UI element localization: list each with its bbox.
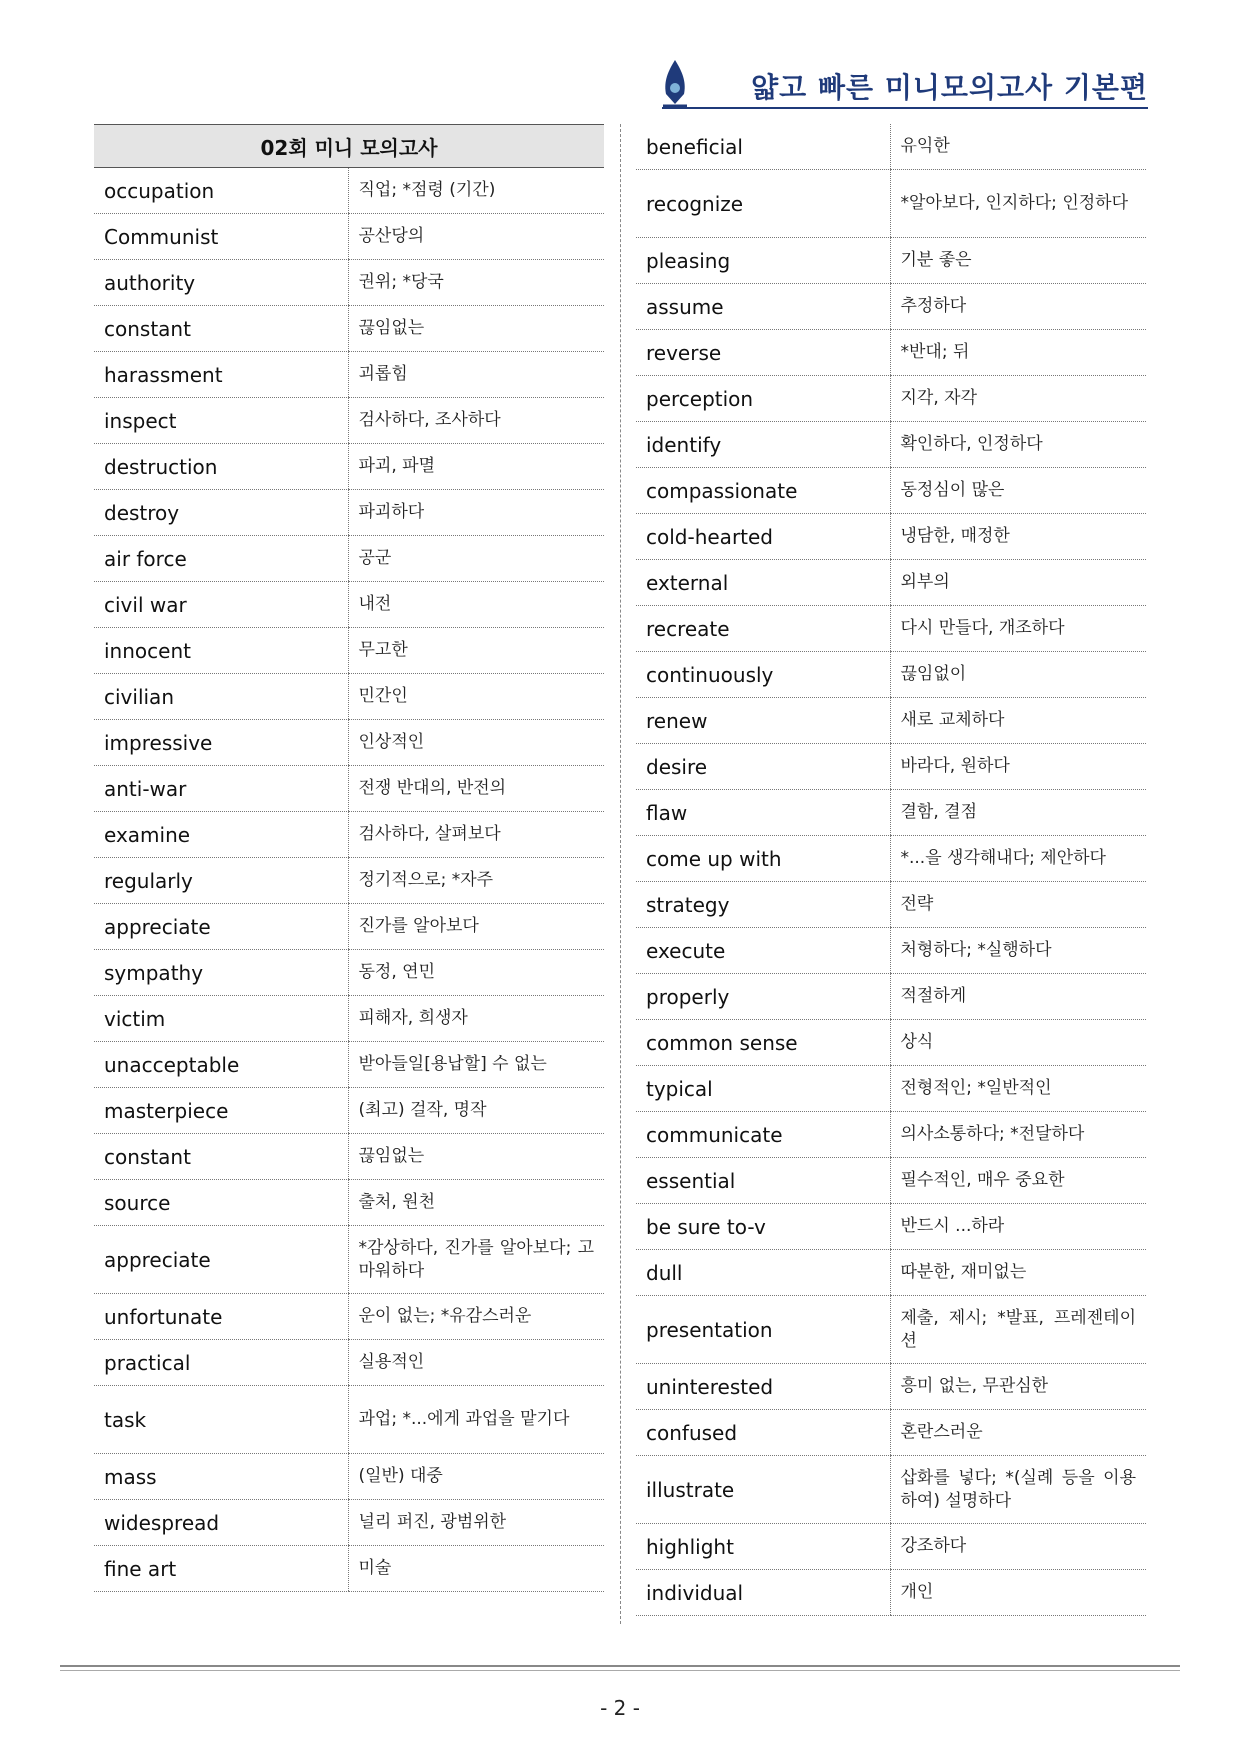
english-word: essential: [636, 1158, 890, 1204]
korean-meaning: 삽화를 넣다; *(실례 등을 이용하여) 설명하다: [890, 1456, 1146, 1524]
korean-meaning: 지각, 자각: [890, 376, 1146, 422]
korean-meaning: 끊임없이: [890, 652, 1146, 698]
korean-meaning: 무고한: [348, 628, 604, 674]
korean-meaning: 검사하다, 살펴보다: [348, 812, 604, 858]
korean-meaning: *...을 생각해내다; 제안하다: [890, 836, 1146, 882]
korean-meaning: 적절하게: [890, 974, 1146, 1020]
korean-meaning: 과업; *...에게 과업을 맡기다: [348, 1386, 604, 1454]
english-word: uninterested: [636, 1364, 890, 1410]
english-word: masterpiece: [94, 1088, 348, 1134]
vocab-row: [636, 376, 1146, 422]
korean-meaning: 널리 퍼진, 광범위한: [348, 1500, 604, 1546]
vocab-row: [94, 260, 604, 306]
english-word: mass: [94, 1454, 348, 1500]
korean-meaning: 추정하다: [890, 284, 1146, 330]
korean-meaning: 출처, 원천: [348, 1180, 604, 1226]
english-word: cold-hearted: [636, 514, 890, 560]
english-word: flaw: [636, 790, 890, 836]
vocab-row: [94, 1088, 604, 1134]
korean-meaning: 실용적인: [348, 1340, 604, 1386]
vocab-row: [94, 812, 604, 858]
korean-meaning: 필수적인, 매우 중요한: [890, 1158, 1146, 1204]
vocab-row: [636, 1410, 1146, 1456]
english-word: presentation: [636, 1296, 890, 1364]
english-word: widespread: [94, 1500, 348, 1546]
vocab-row: [636, 836, 1146, 882]
english-word: task: [94, 1386, 348, 1454]
right-column: [636, 124, 1146, 1616]
english-word: sympathy: [94, 950, 348, 996]
english-word: identify: [636, 422, 890, 468]
korean-meaning: *감상하다, 진가를 알아보다; 고마워하다: [348, 1226, 604, 1294]
korean-meaning: 내전: [348, 582, 604, 628]
column-divider: [620, 124, 621, 1624]
korean-meaning: 외부의: [890, 560, 1146, 606]
english-word: unacceptable: [94, 1042, 348, 1088]
vocab-row: [636, 882, 1146, 928]
vocab-row: [94, 766, 604, 812]
vocab-row: [636, 124, 1146, 170]
korean-meaning: 공산당의: [348, 214, 604, 260]
left-column: [94, 124, 604, 1592]
english-word: fine art: [94, 1546, 348, 1592]
korean-meaning: 동정심이 많은: [890, 468, 1146, 514]
vocab-row: [94, 996, 604, 1042]
korean-meaning: 확인하다, 인정하다: [890, 422, 1146, 468]
vocab-row: [636, 238, 1146, 284]
korean-meaning: 권위; *당국: [348, 260, 604, 306]
vocab-row: [636, 1020, 1146, 1066]
vocab-row: [636, 560, 1146, 606]
korean-meaning: 끊임없는: [348, 1134, 604, 1180]
vocab-row: [636, 330, 1146, 376]
korean-meaning: 강조하다: [890, 1524, 1146, 1570]
english-word: practical: [94, 1340, 348, 1386]
english-word: desire: [636, 744, 890, 790]
vocab-row: [94, 904, 604, 950]
english-word: pleasing: [636, 238, 890, 284]
english-word: occupation: [94, 168, 348, 214]
vocab-row: [94, 168, 604, 214]
korean-meaning: 직업; *점령 (기간): [348, 168, 604, 214]
english-word: appreciate: [94, 904, 348, 950]
vocab-row: [636, 1112, 1146, 1158]
vocab-row: [636, 1524, 1146, 1570]
english-word: recognize: [636, 170, 890, 238]
page-number: - 2 -: [600, 1696, 640, 1720]
korean-meaning: 전쟁 반대의, 반전의: [348, 766, 604, 812]
vocab-row: [636, 422, 1146, 468]
vocab-row: [636, 1570, 1146, 1616]
vocab-row: [636, 284, 1146, 330]
korean-meaning: 유익한: [890, 124, 1146, 170]
english-word: perception: [636, 376, 890, 422]
korean-meaning: 상식: [890, 1020, 1146, 1066]
vocab-row: [636, 1250, 1146, 1296]
vocab-row: [94, 352, 604, 398]
english-word: constant: [94, 306, 348, 352]
english-word: communicate: [636, 1112, 890, 1158]
english-word: be sure to-v: [636, 1204, 890, 1250]
korean-meaning: *반대; 뒤: [890, 330, 1146, 376]
korean-meaning: 바라다, 원하다: [890, 744, 1146, 790]
korean-meaning: 민간인: [348, 674, 604, 720]
english-word: source: [94, 1180, 348, 1226]
vocab-row: [94, 1042, 604, 1088]
korean-meaning: 동정, 연민: [348, 950, 604, 996]
english-word: continuously: [636, 652, 890, 698]
korean-meaning: 피해자, 희생자: [348, 996, 604, 1042]
english-word: unfortunate: [94, 1294, 348, 1340]
english-word: constant: [94, 1134, 348, 1180]
korean-meaning: 반드시 ...하라: [890, 1204, 1146, 1250]
vocab-table-right: [636, 124, 1146, 1616]
korean-meaning: 운이 없는; *유감스러운: [348, 1294, 604, 1340]
korean-meaning: 공군: [348, 536, 604, 582]
korean-meaning: 괴롭힘: [348, 352, 604, 398]
korean-meaning: 냉담한, 매정한: [890, 514, 1146, 560]
english-word: regularly: [94, 858, 348, 904]
english-word: examine: [94, 812, 348, 858]
vocab-row: [636, 652, 1146, 698]
english-word: reverse: [636, 330, 890, 376]
korean-meaning: 전략: [890, 882, 1146, 928]
english-word: authority: [94, 260, 348, 306]
korean-meaning: 흥미 없는, 무관심한: [890, 1364, 1146, 1410]
vocab-row: [636, 1456, 1146, 1524]
english-word: illustrate: [636, 1456, 890, 1524]
vocab-row: [636, 170, 1146, 238]
korean-meaning: (최고) 걸작, 명작: [348, 1088, 604, 1134]
english-word: come up with: [636, 836, 890, 882]
test-heading: 02회 미니 모의고사: [94, 125, 604, 168]
english-word: beneficial: [636, 124, 890, 170]
english-word: innocent: [94, 628, 348, 674]
english-word: dull: [636, 1250, 890, 1296]
vocab-row: [94, 628, 604, 674]
korean-meaning: 전형적인; *일반적인: [890, 1066, 1146, 1112]
english-word: civil war: [94, 582, 348, 628]
vocab-row: [94, 214, 604, 260]
vocab-row: [94, 1546, 604, 1592]
vocab-row: [94, 1454, 604, 1500]
english-word: assume: [636, 284, 890, 330]
footer-divider-thin: [60, 1670, 1180, 1671]
footer-divider: [60, 1665, 1180, 1667]
english-word: strategy: [636, 882, 890, 928]
vocab-row: [636, 468, 1146, 514]
english-word: victim: [94, 996, 348, 1042]
korean-meaning: 처형하다; *실행하다: [890, 928, 1146, 974]
vocab-row: [94, 1294, 604, 1340]
vocab-row: [636, 744, 1146, 790]
korean-meaning: 혼란스러운: [890, 1410, 1146, 1456]
korean-meaning: 검사하다, 조사하다: [348, 398, 604, 444]
korean-meaning: 정기적으로; *자주: [348, 858, 604, 904]
korean-meaning: 다시 만들다, 개조하다: [890, 606, 1146, 652]
english-word: individual: [636, 1570, 890, 1616]
english-word: appreciate: [94, 1226, 348, 1294]
vocab-row: [94, 582, 604, 628]
korean-meaning: *알아보다, 인지하다; 인정하다: [890, 170, 1146, 238]
english-word: anti-war: [94, 766, 348, 812]
korean-meaning: 진가를 알아보다: [348, 904, 604, 950]
english-word: destruction: [94, 444, 348, 490]
vocab-row: [94, 1340, 604, 1386]
korean-meaning: 제출, 제시; *발표, 프레젠테이션: [890, 1296, 1146, 1364]
vocab-row: [94, 720, 604, 766]
vocab-row: [636, 928, 1146, 974]
korean-meaning: 미술: [348, 1546, 604, 1592]
english-word: highlight: [636, 1524, 890, 1570]
vocab-row: [636, 1158, 1146, 1204]
english-word: confused: [636, 1410, 890, 1456]
english-word: civilian: [94, 674, 348, 720]
vocab-row: [636, 974, 1146, 1020]
vocab-row: [94, 674, 604, 720]
vocab-row: [94, 490, 604, 536]
korean-meaning: 결함, 결점: [890, 790, 1146, 836]
vocab-row: [636, 514, 1146, 560]
english-word: air force: [94, 536, 348, 582]
korean-meaning: 새로 교체하다: [890, 698, 1146, 744]
korean-meaning: 따분한, 재미없는: [890, 1250, 1146, 1296]
english-word: impressive: [94, 720, 348, 766]
korean-meaning: 파괴하다: [348, 490, 604, 536]
english-word: recreate: [636, 606, 890, 652]
vocab-row: [94, 1226, 604, 1294]
vocab-row: [636, 606, 1146, 652]
english-word: execute: [636, 928, 890, 974]
korean-meaning: 개인: [890, 1570, 1146, 1616]
pen-nib-icon: [660, 58, 690, 110]
vocab-row: [94, 536, 604, 582]
vocab-row: [636, 790, 1146, 836]
korean-meaning: 기분 좋은: [890, 238, 1146, 284]
vocab-table-left: [94, 124, 604, 1592]
vocab-row: [636, 1364, 1146, 1410]
korean-meaning: (일반) 대중: [348, 1454, 604, 1500]
vocab-row: [94, 444, 604, 490]
english-word: renew: [636, 698, 890, 744]
vocab-row: [94, 1500, 604, 1546]
english-word: Communist: [94, 214, 348, 260]
vocab-row: [636, 1066, 1146, 1112]
header-divider: [662, 107, 1148, 109]
english-word: compassionate: [636, 468, 890, 514]
vocab-row: [94, 398, 604, 444]
english-word: common sense: [636, 1020, 890, 1066]
english-word: destroy: [94, 490, 348, 536]
korean-meaning: 받아들일[용납할] 수 없는: [348, 1042, 604, 1088]
english-word: external: [636, 560, 890, 606]
korean-meaning: 인상적인: [348, 720, 604, 766]
korean-meaning: 끊임없는: [348, 306, 604, 352]
korean-meaning: 파괴, 파멸: [348, 444, 604, 490]
vocab-row: [94, 1386, 604, 1454]
english-word: harassment: [94, 352, 348, 398]
english-word: inspect: [94, 398, 348, 444]
vocab-row: [94, 306, 604, 352]
vocab-row: [636, 698, 1146, 744]
korean-meaning: 의사소통하다; *전달하다: [890, 1112, 1146, 1158]
vocab-row: [94, 1180, 604, 1226]
english-word: properly: [636, 974, 890, 1020]
english-word: typical: [636, 1066, 890, 1112]
vocab-row: [636, 1296, 1146, 1364]
vocab-row: [636, 1204, 1146, 1250]
vocab-row: [94, 1134, 604, 1180]
vocab-row: [94, 858, 604, 904]
book-title: 얇고 빠른 미니모의고사 기본편: [751, 71, 1148, 104]
vocab-row: [94, 950, 604, 996]
